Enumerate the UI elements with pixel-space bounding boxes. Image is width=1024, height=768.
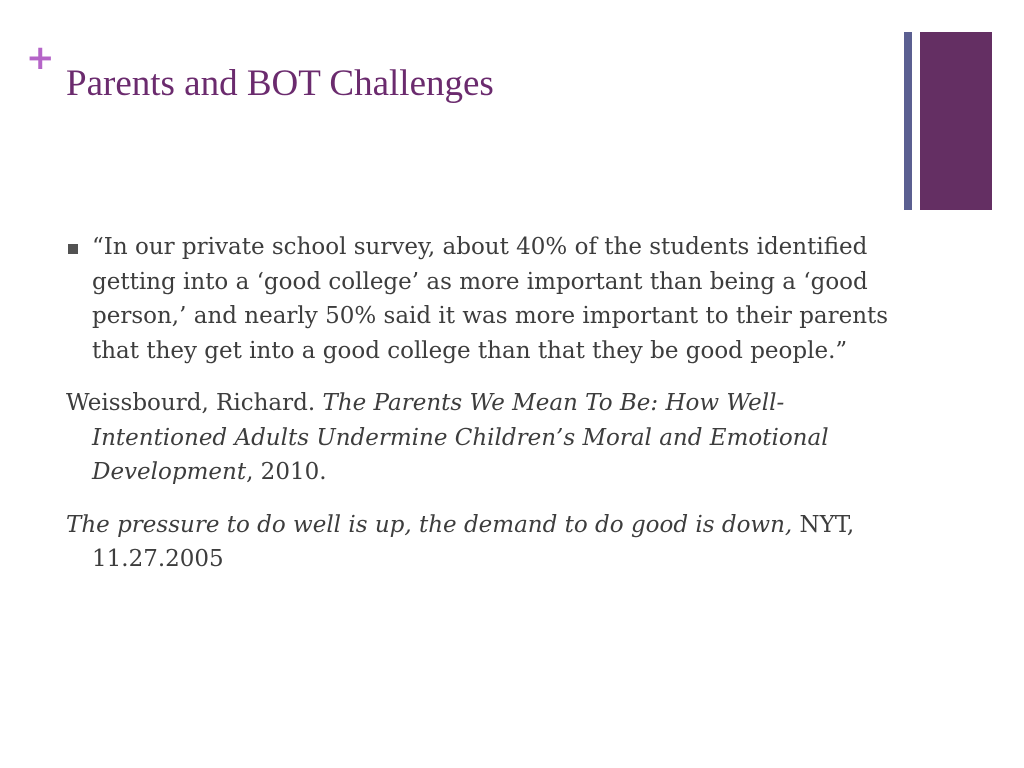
quote-text: “In our private school survey, about 40% of the students identified getting into a ‘good college’ as more important than being a ‘good person,’ and nearly 50% said it was more important to their parents that they get into a good college than that they be good people.” [92, 234, 889, 364]
slide-title: Parents and BOT Challenges [66, 63, 494, 104]
decorative-bar-thick [920, 32, 992, 210]
bullet-item-quote [66, 230, 896, 368]
citation-article [66, 508, 896, 577]
citation-article-title: The pressure to do well is up, the demand to do good is down, [66, 511, 793, 538]
slide-body [66, 230, 896, 595]
decorative-bar-thin [904, 32, 912, 210]
citation-book-title: The Parents We Mean To Be: How Well-Intentioned Adults Undermine Children’s Moral and Emotional Development [92, 390, 829, 485]
citation-author: Weissbourd, Richard. [66, 390, 323, 416]
square-bullet-icon [68, 244, 78, 254]
plus-icon: + [26, 38, 55, 78]
citation-book [66, 386, 896, 490]
citation-year: , 2010. [246, 459, 327, 485]
citation-source: NYT, 11.27.2005 [92, 511, 855, 572]
